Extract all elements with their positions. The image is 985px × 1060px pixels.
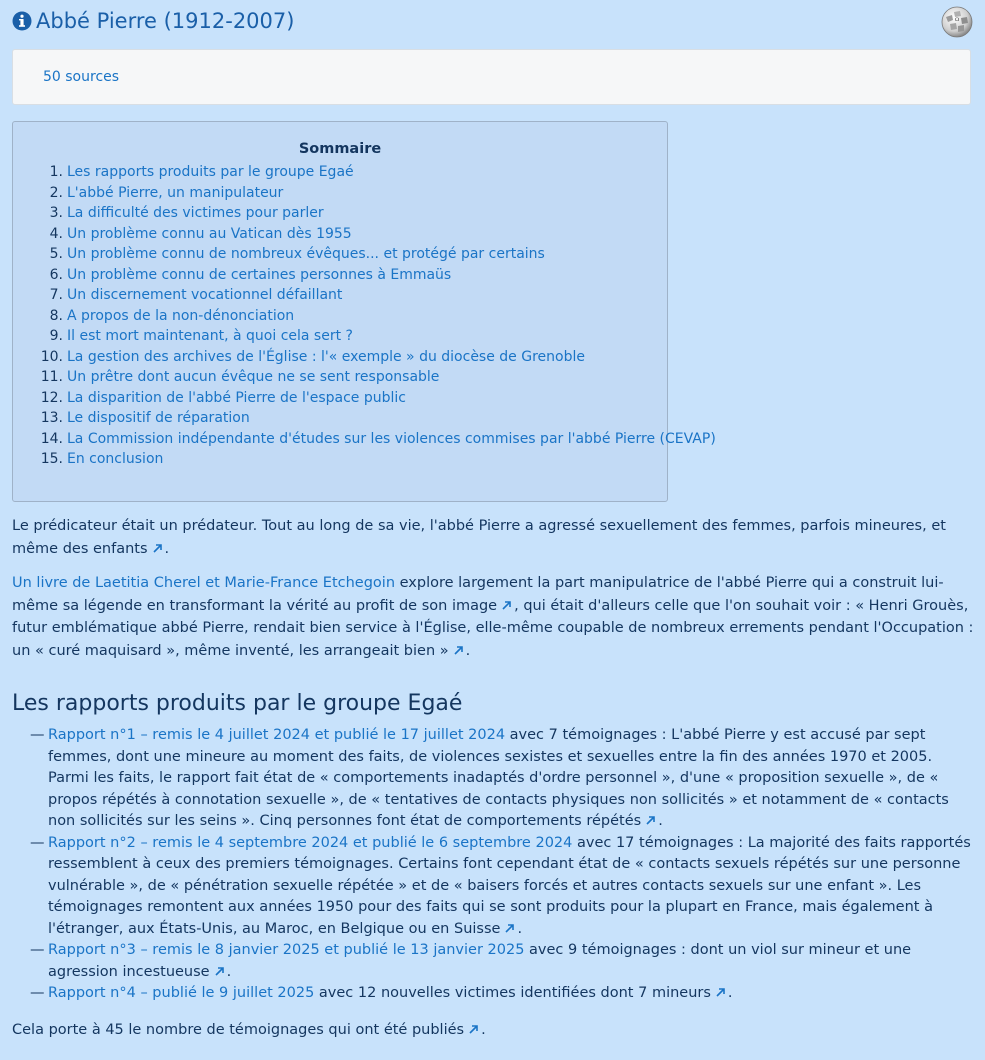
external-link-icon[interactable]	[714, 985, 728, 999]
toc-item[interactable]	[40, 449, 716, 470]
toc-item-link[interactable]: La gestion des archives de l'Église : l'« exemple » du diocèse de Grenoble	[67, 348, 585, 365]
book-text-a: explore largement la part manipulatrice de l'abbé Pierre qui a construit lui-même sa légende en transformant la vérité au profit de son image	[12, 575, 944, 614]
toc-item-link[interactable]: Un problème connu de certaines personnes à Emmaüs	[67, 266, 452, 283]
report-link[interactable]: Rapport n°2 – remis le 4 septembre 2024 et publié le 6 septembre 2024	[48, 834, 573, 851]
toc-item[interactable]	[49, 265, 716, 286]
book-paragraph: Un livre de Laetitia Cherel et Marie-France Etchegoin explore largement la part manipulatrice de l'abbé Pierre qui a construit lui-même sa légende en transformant la vérité au profit de son image , qui était d'alleurs celle que l'on souhait voir : « Henri Grouès, futur emblématique abbé Pierre, rendait bien service à l'Église, elle-même coupable de nombreux errements pendant l'Occupation : un « curé maquisard », même inventé, les arrangeait bien » .	[12, 575, 974, 659]
report-item: — Rapport n°4 – publié le 9 juillet 2025 avec 12 nouvelles victimes identifiées dont 7 mineurs .	[30, 985, 733, 1001]
page-header	[12, 6, 973, 38]
toc-item-link[interactable]: Il est mort maintenant, à quoi cela sert ?	[67, 328, 353, 344]
toc-item[interactable]	[49, 224, 716, 245]
external-link-icon[interactable]	[503, 921, 517, 935]
sources-panel	[12, 49, 971, 105]
toc-item-number: 11.	[40, 369, 63, 385]
toc-title: Sommaire	[298, 141, 382, 157]
toc-item-link[interactable]: La difficulté des victimes pour parler	[67, 205, 324, 221]
toc-item[interactable]	[49, 306, 716, 327]
toc-item-number: 7.	[49, 287, 63, 303]
toc-item[interactable]	[40, 347, 716, 368]
report-link[interactable]: Rapport n°1 – remis le 4 juillet 2024 et publié le 17 juillet 2024	[48, 727, 506, 743]
toc-item-number: 4.	[49, 225, 63, 242]
external-link-icon[interactable]	[151, 541, 165, 555]
report-text: avec 9 témoignages : dont un viol sur mineur et une agression incestueuse	[48, 942, 912, 980]
toc-item-number: 5.	[49, 246, 63, 262]
external-link-icon[interactable]	[213, 964, 227, 978]
toc-item-number: 6.	[49, 266, 63, 283]
toc-item[interactable]	[49, 162, 716, 183]
toc-item-number: 14.	[40, 430, 63, 447]
toc-item-number: 13.	[40, 410, 63, 426]
external-link-icon[interactable]	[644, 813, 658, 827]
table-of-contents	[12, 121, 716, 502]
external-link-icon[interactable]	[467, 1022, 481, 1036]
section-heading: Les rapports produits par le groupe Egaé	[12, 691, 463, 716]
conclusion-text: Cela porte à 45 le nombre de témoignages qui ont été publiés	[12, 1022, 465, 1038]
toc-item-link[interactable]: A propos de la non-dénonciation	[67, 307, 295, 324]
report-link[interactable]: Rapport n°4 – publié le 9 juillet 2025	[48, 985, 315, 1001]
toc-item-link[interactable]: La disparition de l'abbé Pierre de l'espace public	[67, 389, 406, 406]
toc-item-link[interactable]: Le dispositif de réparation	[67, 410, 250, 426]
toc-item-number: 3.	[49, 205, 63, 221]
toc-item-number: 2.	[49, 184, 63, 201]
external-link-icon[interactable]	[500, 598, 514, 612]
report-text: avec 17 témoignages : La majorité des faits rapportés ressemblent à ceux des premiers témoignages. Certains font cependant état de « contacts sexuels répétés sur une personne vulnérable », de « pénétration sexuelle répétée » et de « baisers forcés et autres contacts sexuels sur une enfant ». Les témoignages remontent aux années 1950 pour des faits qui se sont produits pour la plupart en France, mais également à l'étranger, aux États-Unis, au Maroc, en Belgique ou en Suisse	[48, 834, 971, 937]
book-link[interactable]: Un livre de Laetitia Cherel et Marie-France Etchegoin	[12, 575, 396, 591]
toc-item[interactable]	[49, 203, 716, 224]
intro-paragraph: Le prédicateur était un prédateur. Tout au long de sa vie, l'abbé Pierre a agressé sexuellement des femmes, parfois mineures, et même des enfants .	[12, 518, 946, 557]
toc-item[interactable]	[40, 429, 716, 450]
toc-item-link[interactable]: Un discernement vocationnel défaillant	[67, 287, 343, 303]
toc-item-number: 9.	[49, 328, 63, 344]
external-link-icon[interactable]	[452, 643, 466, 657]
info-icon[interactable]	[12, 11, 32, 31]
intro-text: Le prédicateur était un prédateur. Tout au long de sa vie, l'abbé Pierre a agressé sexuellement des femmes, parfois mineures, et même des enfants	[12, 518, 946, 557]
conclusion-paragraph: Cela porte à 45 le nombre de témoignages qui ont été publiés .	[12, 1022, 486, 1038]
reports-list	[12, 725, 974, 1005]
book-text-b: , qui était d'alleurs celle que l'on souhait voir : « Henri Grouès, futur emblématique abbé Pierre, rendait bien service à l'Église, elle-même coupable de nombreux errements pendant l'Occupation : un « curé maquisard », même inventé, les arrangeait bien »	[12, 597, 974, 659]
toc-item-link[interactable]: Un prêtre dont aucun évêque ne se sent responsable	[67, 369, 440, 385]
toc-item-link[interactable]: Un problème connu de nombreux évêques... et protégé par certains	[67, 246, 545, 262]
toc-item-link[interactable]: La Commission indépendante d'études sur les violences commises par l'abbé Pierre (CEVAP)	[67, 430, 716, 447]
toc-list	[40, 162, 716, 470]
toc-item-number: 8.	[49, 307, 63, 324]
toc-item[interactable]	[40, 367, 716, 388]
toc-item-number: 15.	[40, 451, 63, 467]
toc-item-number: 1.	[49, 164, 63, 180]
toc-item[interactable]	[49, 326, 716, 347]
toc-item[interactable]	[40, 388, 716, 409]
report-item: — Rapport n°2 – remis le 4 septembre 2024 et publié le 6 septembre 2024 avec 17 témoignages : La majorité des faits rapportés ressemblent à ceux des premiers témoignages. Certains font cependant état de « contacts sexuels répétés sur une personne vulnérable », de « pénétration sexuelle répétée » et de « baisers forcés et autres contacts sexuels sur une enfant ». Les témoignages remontent aux années 1950 pour des faits qui se sont produits pour la plupart en France, mais également à l'étranger, aux États-Unis, au Maroc, en Belgique ou en Suisse .	[30, 834, 971, 937]
toc-item-link[interactable]: Un problème connu au Vatican dès 1955	[67, 225, 352, 242]
toc-item[interactable]	[49, 183, 716, 204]
toc-item[interactable]	[49, 285, 716, 306]
toc-item-number: 10.	[40, 348, 63, 365]
wikipedia-icon[interactable]	[941, 6, 973, 38]
toc-item-link[interactable]: Les rapports produits par le groupe Egaé	[67, 164, 354, 180]
toc-item-number: 12.	[40, 389, 63, 406]
sources-link[interactable]: 50 sources	[43, 69, 120, 85]
toc-item-link[interactable]: L'abbé Pierre, un manipulateur	[67, 184, 284, 201]
report-item: — Rapport n°3 – remis le 8 janvier 2025 et publié le 13 janvier 2025 avec 9 témoignages : dont un viol sur mineur et une agression incestueuse .	[30, 942, 912, 980]
toc-item[interactable]	[49, 244, 716, 265]
svg-text:Ω: Ω	[955, 17, 960, 23]
report-text: avec 7 témoignages : L'abbé Pierre y est accusé par sept femmes, dont une mineure au moment des faits, de violences sexistes et sexuelles entre la fin des années 1970 et 2005. Parmi les faits, le rapport fait état de « comportements inadaptés d'ordre personnel », d'une « proposition sexuelle », de « propos répétés à connotation sexuelle », de « tentatives de contacts physiques non sollicités » et notamment de « contacts non sollicités sur les seins ». Cinq personnes font état de comportements répétés	[48, 727, 949, 829]
report-link[interactable]: Rapport n°3 – remis le 8 janvier 2025 et publié le 13 janvier 2025	[48, 942, 525, 958]
page-title: Abbé Pierre (1912-2007)	[36, 9, 295, 33]
report-text: avec 12 nouvelles victimes identifiées dont 7 mineurs	[314, 985, 711, 1001]
toc-item-link[interactable]: En conclusion	[67, 451, 164, 467]
report-item: — Rapport n°1 – remis le 4 juillet 2024 et publié le 17 juillet 2024 avec 7 témoignages : L'abbé Pierre y est accusé par sept femmes, dont une mineure au moment des faits, de violences sexistes et sexuelles entre la fin des années 1970 et 2005. Parmi les faits, le rapport fait état de « comportements inadaptés d'ordre personnel », d'une « proposition sexuelle », de « propos répétés à connotation sexuelle », de « tentatives de contacts physiques non sollicités » et notamment de « contacts non sollicités sur les seins ». Cinq personnes font état de comportements répétés .	[30, 727, 949, 829]
toc-item[interactable]	[40, 408, 716, 429]
